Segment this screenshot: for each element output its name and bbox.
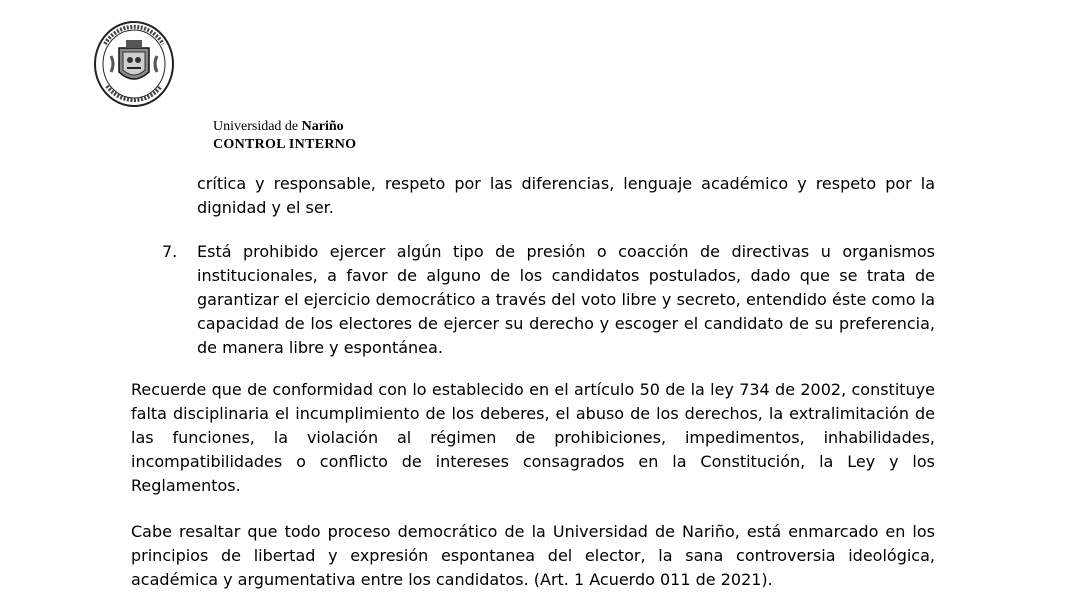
list-item-number: 7. <box>162 242 178 261</box>
paragraph-recuerde: Recuerde que de conformidad con lo establecido en el artículo 50 de la ley 734 de 2002, constituye falta disciplinaria el incumplimiento de los deberes, el abuso de los derechos, la extralimitación de las funciones, la violación al régimen de prohibiciones, impedimentos, inhabilidades, incompatibilidades o conflicto de intereses consagrados en la Constitución, la Ley y los Reglamentos. <box>131 380 935 495</box>
paragraph-cabe-resaltar: Cabe resaltar que todo proceso democrático de la Universidad de Nariño, está enmarcado en los principios de libertad y expresión espontanea del elector, la sana controversia ideológica, académica y argumentativa entre los candidatos. (Art. 1 Acuerdo 011 de 2021). <box>131 522 935 589</box>
office-name: CONTROL INTERNO <box>213 137 357 152</box>
university-name: Universidad de Nariño <box>213 119 344 134</box>
list-item-continuation: crítica y responsable, respeto por las diferencias, lenguaje académico y respeto por la dignidad y el ser. <box>197 174 935 217</box>
list-item-text: Está prohibido ejercer algún tipo de presión o coacción de directivas u organismos institucionales, a favor de alguno de los candidatos postulados, dado que se trata de garantizar el ejercicio democrático a través del voto libre y secreto, entendido éste como la capacidad de los electores de ejercer su derecho y escoger el candidato de su preferencia, de manera libre y espontánea. <box>197 242 935 357</box>
university-seal-logo <box>93 20 175 108</box>
